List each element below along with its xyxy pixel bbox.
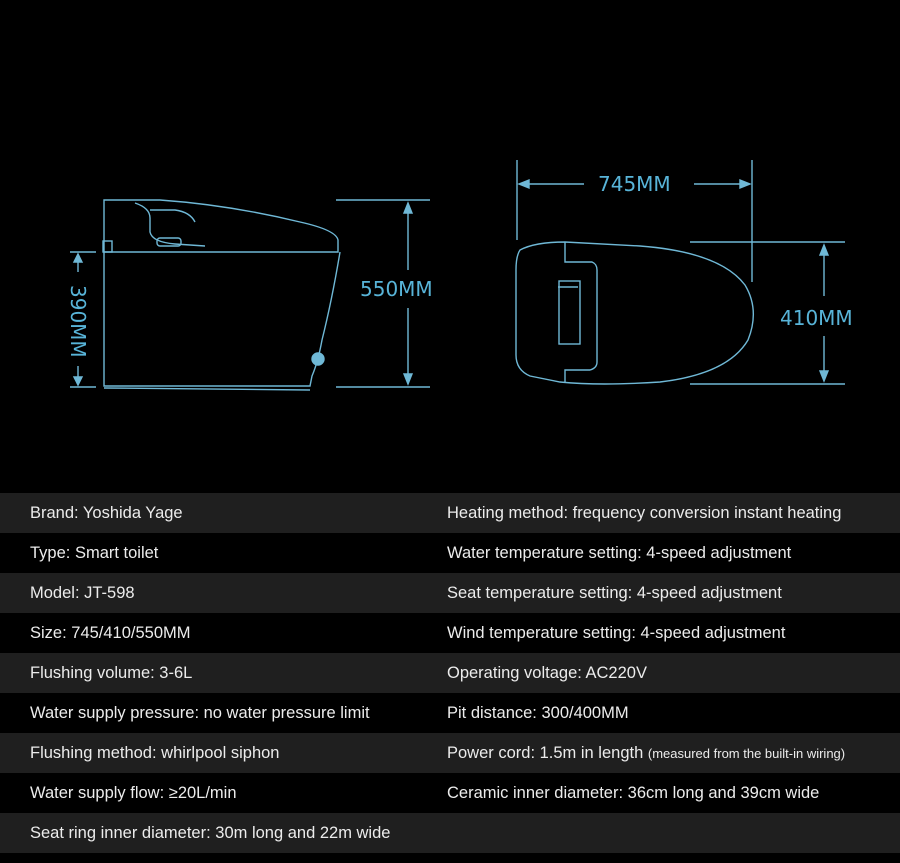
top-view-drawing	[516, 242, 753, 384]
spec-power-cord	[447, 744, 845, 763]
spec-row	[0, 613, 900, 653]
top-view-outline	[516, 242, 753, 384]
dim-745-label: 745MM	[598, 172, 671, 196]
spec-seat-temperature: Seat temperature setting: 4-speed adjustment	[447, 583, 782, 602]
spec-operating-voltage: Operating voltage: AC220V	[447, 663, 647, 682]
spec-water-supply-pressure: Water supply pressure: no water pressure limit	[30, 703, 370, 722]
spec-flushing-method: Flushing method: whirlpool siphon	[30, 743, 280, 762]
dim-390-label: 390MM	[66, 285, 90, 358]
spec-row	[0, 773, 900, 813]
dim-550-label: 550MM	[360, 277, 433, 301]
spec-brand: Brand: Yoshida Yage	[30, 503, 183, 522]
spec-row	[0, 533, 900, 573]
spec-row	[0, 813, 900, 853]
spec-row	[0, 573, 900, 613]
spec-ceramic-inner-diameter: Ceramic inner diameter: 36cm long and 39cm wide	[447, 783, 820, 802]
spec-table	[0, 493, 900, 853]
spec-power-cord-text: Power cord: 1.5m in length	[447, 743, 644, 762]
spec-row	[0, 653, 900, 693]
spec-model: Model: JT-598	[30, 583, 135, 602]
spec-wind-temperature: Wind temperature setting: 4-speed adjustment	[447, 623, 786, 642]
side-view-drawing	[103, 200, 340, 390]
spec-row	[0, 493, 900, 533]
top-view-tank	[565, 242, 597, 382]
spec-type: Type: Smart toilet	[30, 543, 159, 562]
spec-seat-ring-diameter: Seat ring inner diameter: 30m long and 22m wide	[30, 823, 391, 842]
spec-water-temperature: Water temperature setting: 4-speed adjustment	[447, 543, 792, 562]
spec-row	[0, 733, 900, 773]
side-view-lid	[104, 200, 338, 252]
spec-pit-distance: Pit distance: 300/400MM	[447, 703, 629, 722]
side-view-body	[104, 252, 340, 386]
spec-heating-method: Heating method: frequency conversion instant heating	[447, 503, 842, 522]
top-view-panel	[559, 281, 580, 344]
spec-row	[0, 693, 900, 733]
spec-size: Size: 745/410/550MM	[30, 623, 191, 642]
side-view-inlet-dot	[312, 353, 324, 365]
spec-power-cord-note: (measured from the built-in wiring)	[647, 745, 846, 761]
spec-water-supply-flow: Water supply flow: ≥20L/min	[30, 783, 237, 802]
dim-410-label: 410MM	[780, 306, 853, 330]
spec-flushing-volume: Flushing volume: 3-6L	[30, 663, 193, 682]
